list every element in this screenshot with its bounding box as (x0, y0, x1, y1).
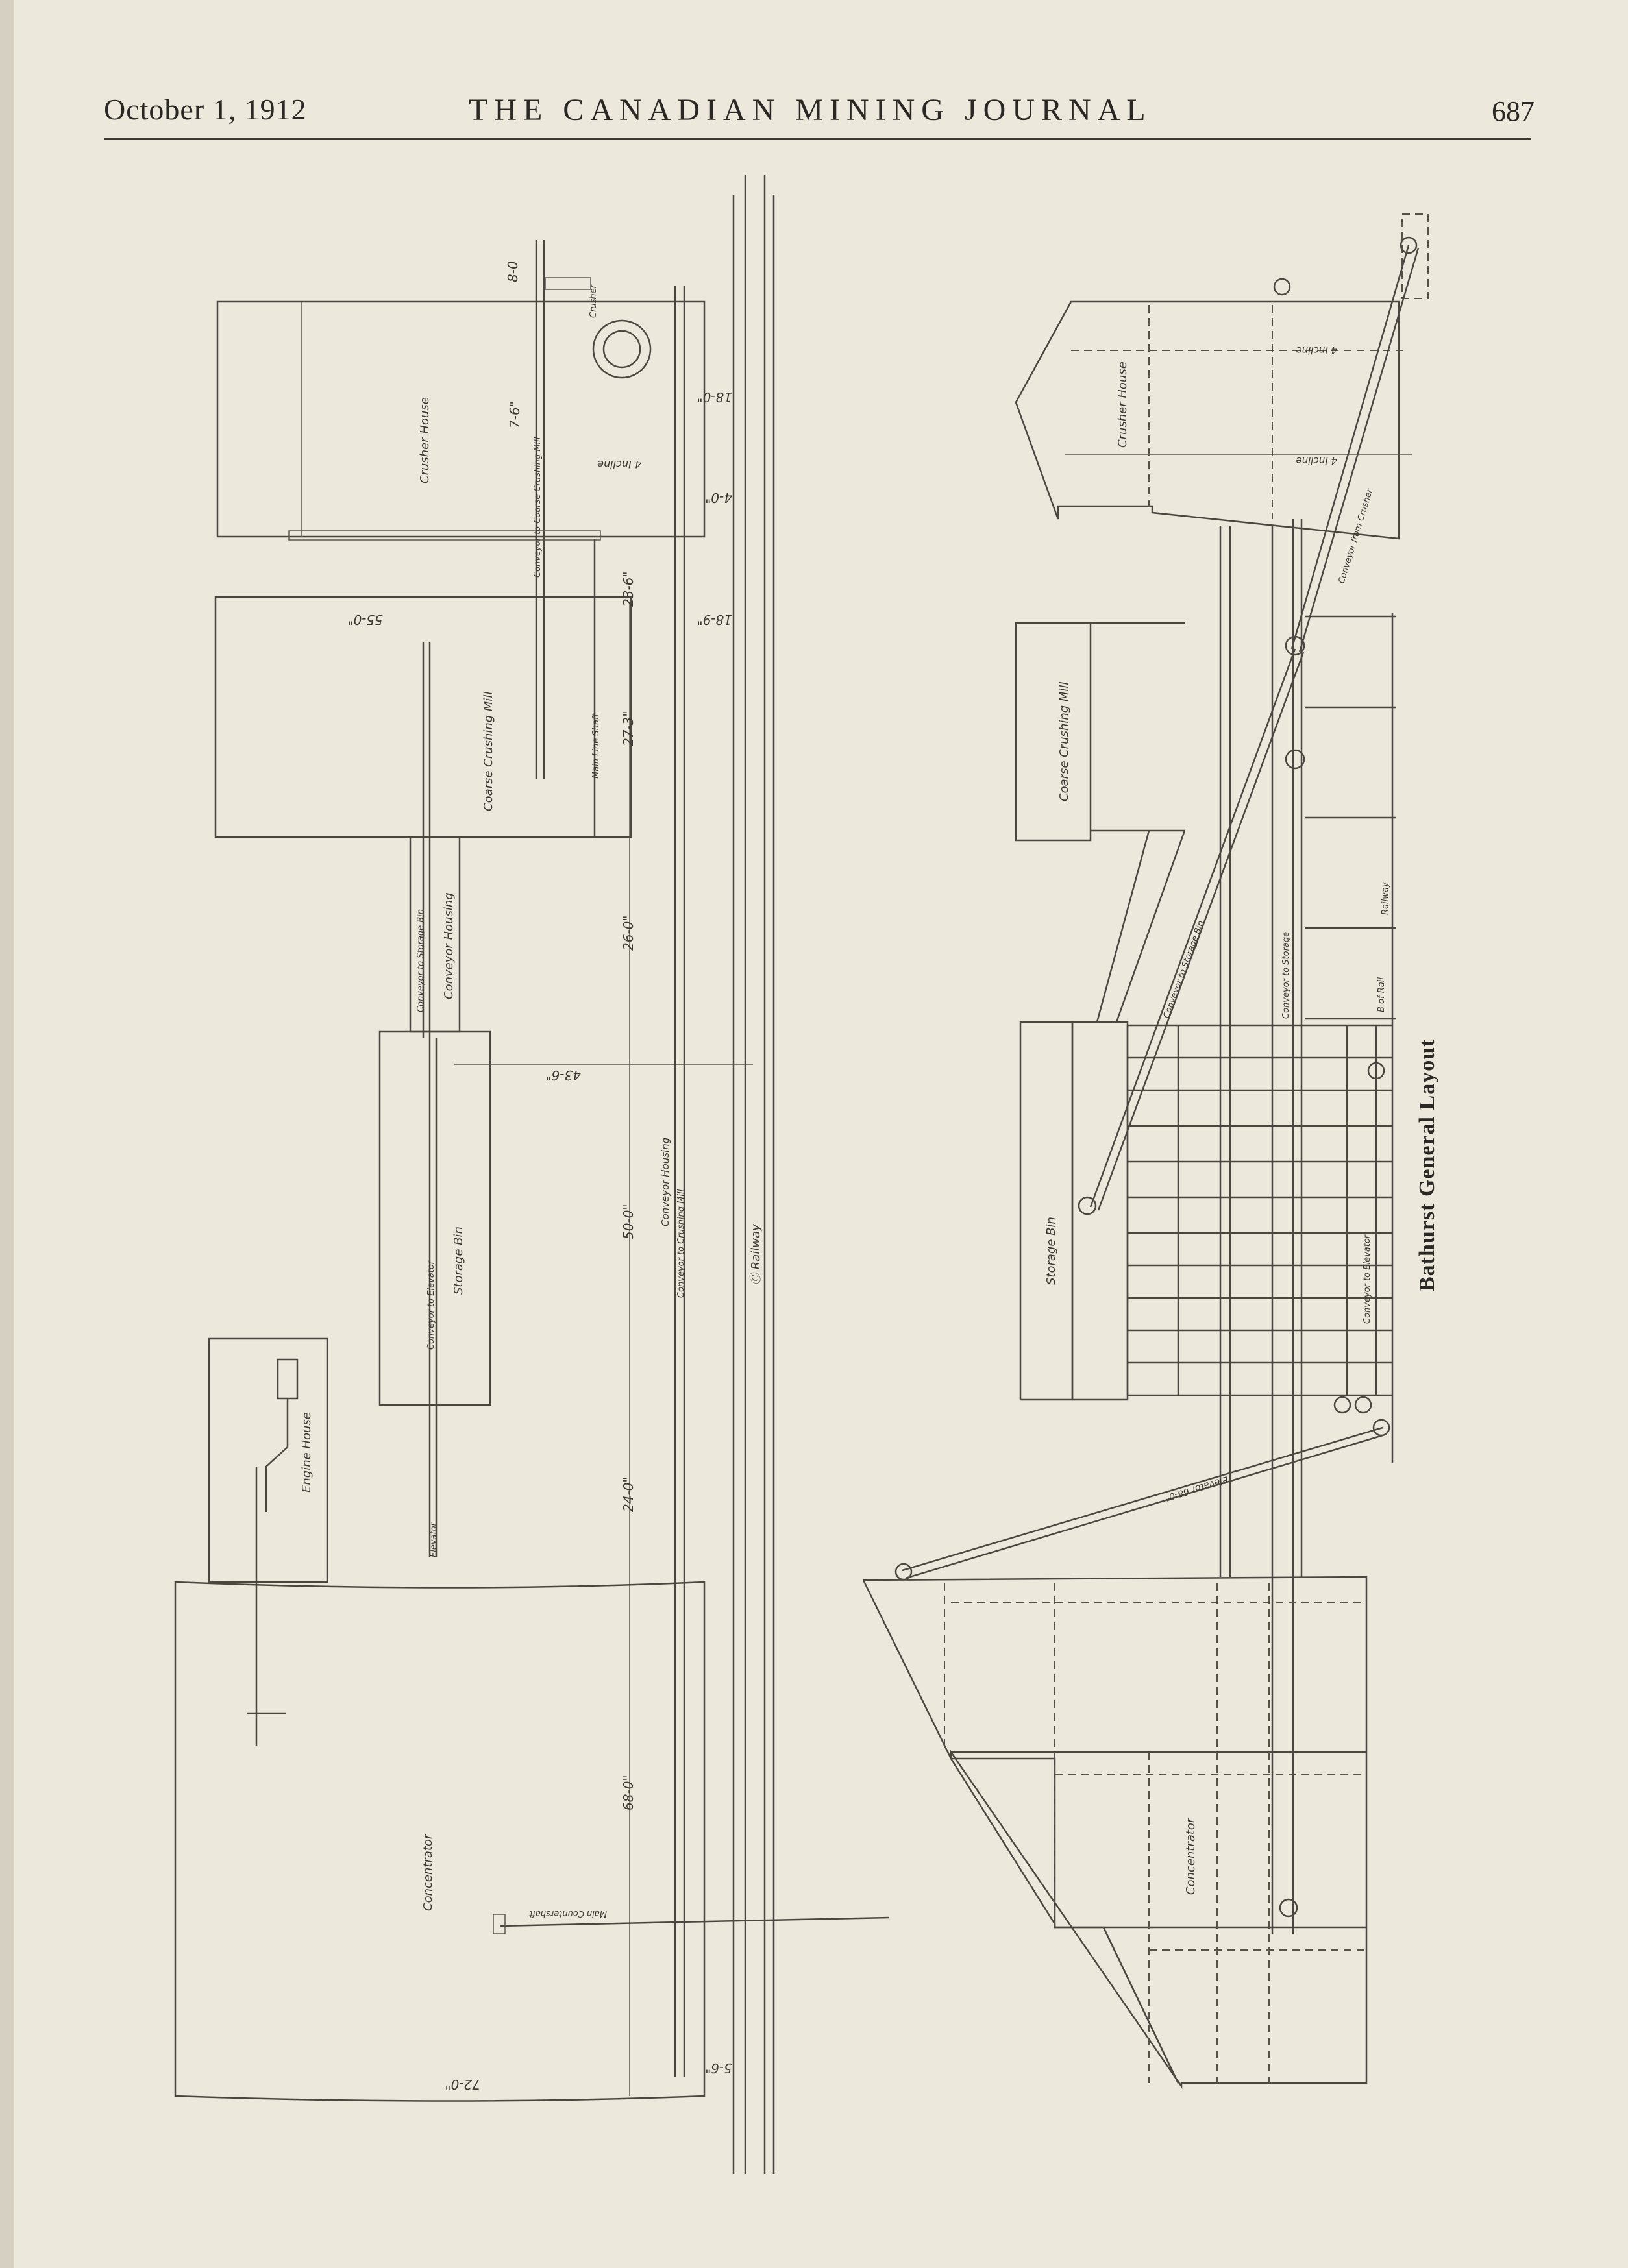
elev-conveyor-to-storage-label: Conveyor to Storage (1281, 931, 1291, 1019)
dim-55-0: 55-0" (347, 612, 383, 628)
elevation-view (863, 214, 1428, 2086)
dim-18-9: 18-9" (697, 612, 732, 628)
dim-27-3: 27-3" (621, 711, 636, 746)
crusher-house-beam (289, 531, 600, 540)
engine-cylinder (278, 1360, 297, 1398)
elevator-top-pulley (896, 1564, 911, 1579)
crusher-house-plan (217, 302, 704, 537)
plan-coarse-mill-label: Coarse Crushing Mill (482, 691, 495, 811)
crusher-circle-inner (604, 331, 640, 367)
elev-conveyor-to-elevator-label: Conveyor to Elevator (1363, 1234, 1372, 1324)
dim-18-0: 18-0" (697, 389, 732, 405)
conveyor-from-crusher-line-2 (1300, 248, 1418, 652)
dim-5-6: 5-6" (705, 2060, 732, 2076)
elev-incline-1-label: 4 Incline (1296, 345, 1337, 356)
crusher-head-pulley (1274, 279, 1290, 295)
crusher-feeder (545, 278, 591, 289)
storage-bin-elevation (1020, 1022, 1072, 1400)
plan-conveyor-housing-label: Conveyor Housing (442, 892, 456, 999)
dim-4-0: 4-0" (705, 490, 732, 506)
dim-24-0: 24-0" (621, 1476, 636, 1512)
elev-conveyor-to-storage-bin-label: Conveyor to Storage Bin (1161, 919, 1207, 1020)
concentrator-elevation-steps (863, 1580, 1178, 2083)
engine-connecting-rod (266, 1398, 288, 1512)
conc-lower-pulley (1280, 1899, 1297, 1916)
plan-crusher-house-label: Crusher House (418, 397, 432, 483)
concentrator-elevation-outline (863, 1577, 1366, 2086)
plan-note-conveyor-to-crushing-mill: Conveyor to Crushing Mill (676, 1189, 686, 1298)
storage-tail-pulley (1079, 1197, 1096, 1214)
elev-storage-label: Storage Bin (1044, 1217, 1058, 1285)
dim-68-0: 68-0" (621, 1775, 636, 1811)
plan-note-main-countershaft: Main Countershaft (529, 1908, 607, 1918)
concentrator-plan (175, 1582, 704, 2101)
elevator-foot-pulley-2 (1355, 1397, 1371, 1413)
dim-7-6: 7-6" (507, 401, 523, 428)
dim-8-0: 8-0 (505, 261, 521, 282)
dim-grade: 4 Incline (597, 458, 641, 470)
elev-coarse-mill-label: Coarse Crushing Mill (1057, 681, 1071, 801)
elevator-incline-1 (902, 1428, 1383, 1570)
crusher-house-elevation (1016, 302, 1399, 539)
elev-conveyor-from-crusher-label: Conveyor from Crusher (1337, 487, 1375, 585)
elev-railway-label: Railway (1381, 882, 1390, 915)
figure-caption: Bathurst General Layout (1415, 1038, 1439, 1291)
elev-bot-of-rail-label: B of Rail (1377, 977, 1387, 1012)
plan-note-conveyor-to-elevator: Conveyor to Elevator (426, 1260, 436, 1350)
plan-concentrator-label: Concentrator (421, 1834, 435, 1911)
elev-elevator-label: Elevator 68-0" (1163, 1474, 1229, 1503)
dim-26-0: 26-0" (621, 915, 636, 951)
plan-note-railway: Ⓒ Railway (749, 1224, 763, 1285)
dim-72-0: 72-0" (445, 2077, 480, 2092)
elev-incline-2-label: 4 Incline (1296, 455, 1337, 467)
plan-note-main-line-shaft: Main Line Shaft (591, 713, 601, 779)
coarse-mill-elevation (1016, 623, 1091, 840)
plan-note-conveyor-to-storage: Conveyor to Storage Bin (416, 908, 426, 1012)
journal-title: THE CANADIAN MINING JOURNAL (469, 93, 1152, 127)
plan-note-conveyor-housing: Conveyor Housing (660, 1137, 671, 1226)
plan-note-crusher: Crusher (589, 284, 598, 318)
plan-storage-label: Storage Bin (452, 1226, 465, 1295)
dim-43-6: 43-6" (545, 1067, 581, 1083)
dim-50-0: 50-0" (621, 1204, 636, 1239)
crusher-circle-outer (593, 321, 650, 378)
page-number: 687 (1492, 95, 1535, 127)
conveyor-to-storage-line-1 (1091, 649, 1295, 1207)
plan-note-conveyor-to-coarse-mill: Conveyor to Coarse Crushing Mill (533, 437, 543, 578)
plan-engine-house-label: Engine House (300, 1412, 314, 1493)
header-date: October 1, 1912 (104, 93, 307, 126)
elev-crusher-house-label: Crusher House (1116, 361, 1129, 448)
concentrator-drive-pulley (493, 1914, 505, 1934)
plan-note-elevator: Elevator (429, 1522, 439, 1557)
mill-chute-2 (1097, 831, 1149, 1022)
elev-concentrator-label: Concentrator (1184, 1818, 1198, 1895)
conveyor-from-crusher-line-1 (1292, 245, 1409, 649)
dim-23-6: 23-6" (621, 571, 636, 607)
plan-view (175, 175, 889, 2174)
elevator-incline-2 (906, 1435, 1383, 1578)
elevator-foot-pulley-1 (1335, 1397, 1350, 1413)
